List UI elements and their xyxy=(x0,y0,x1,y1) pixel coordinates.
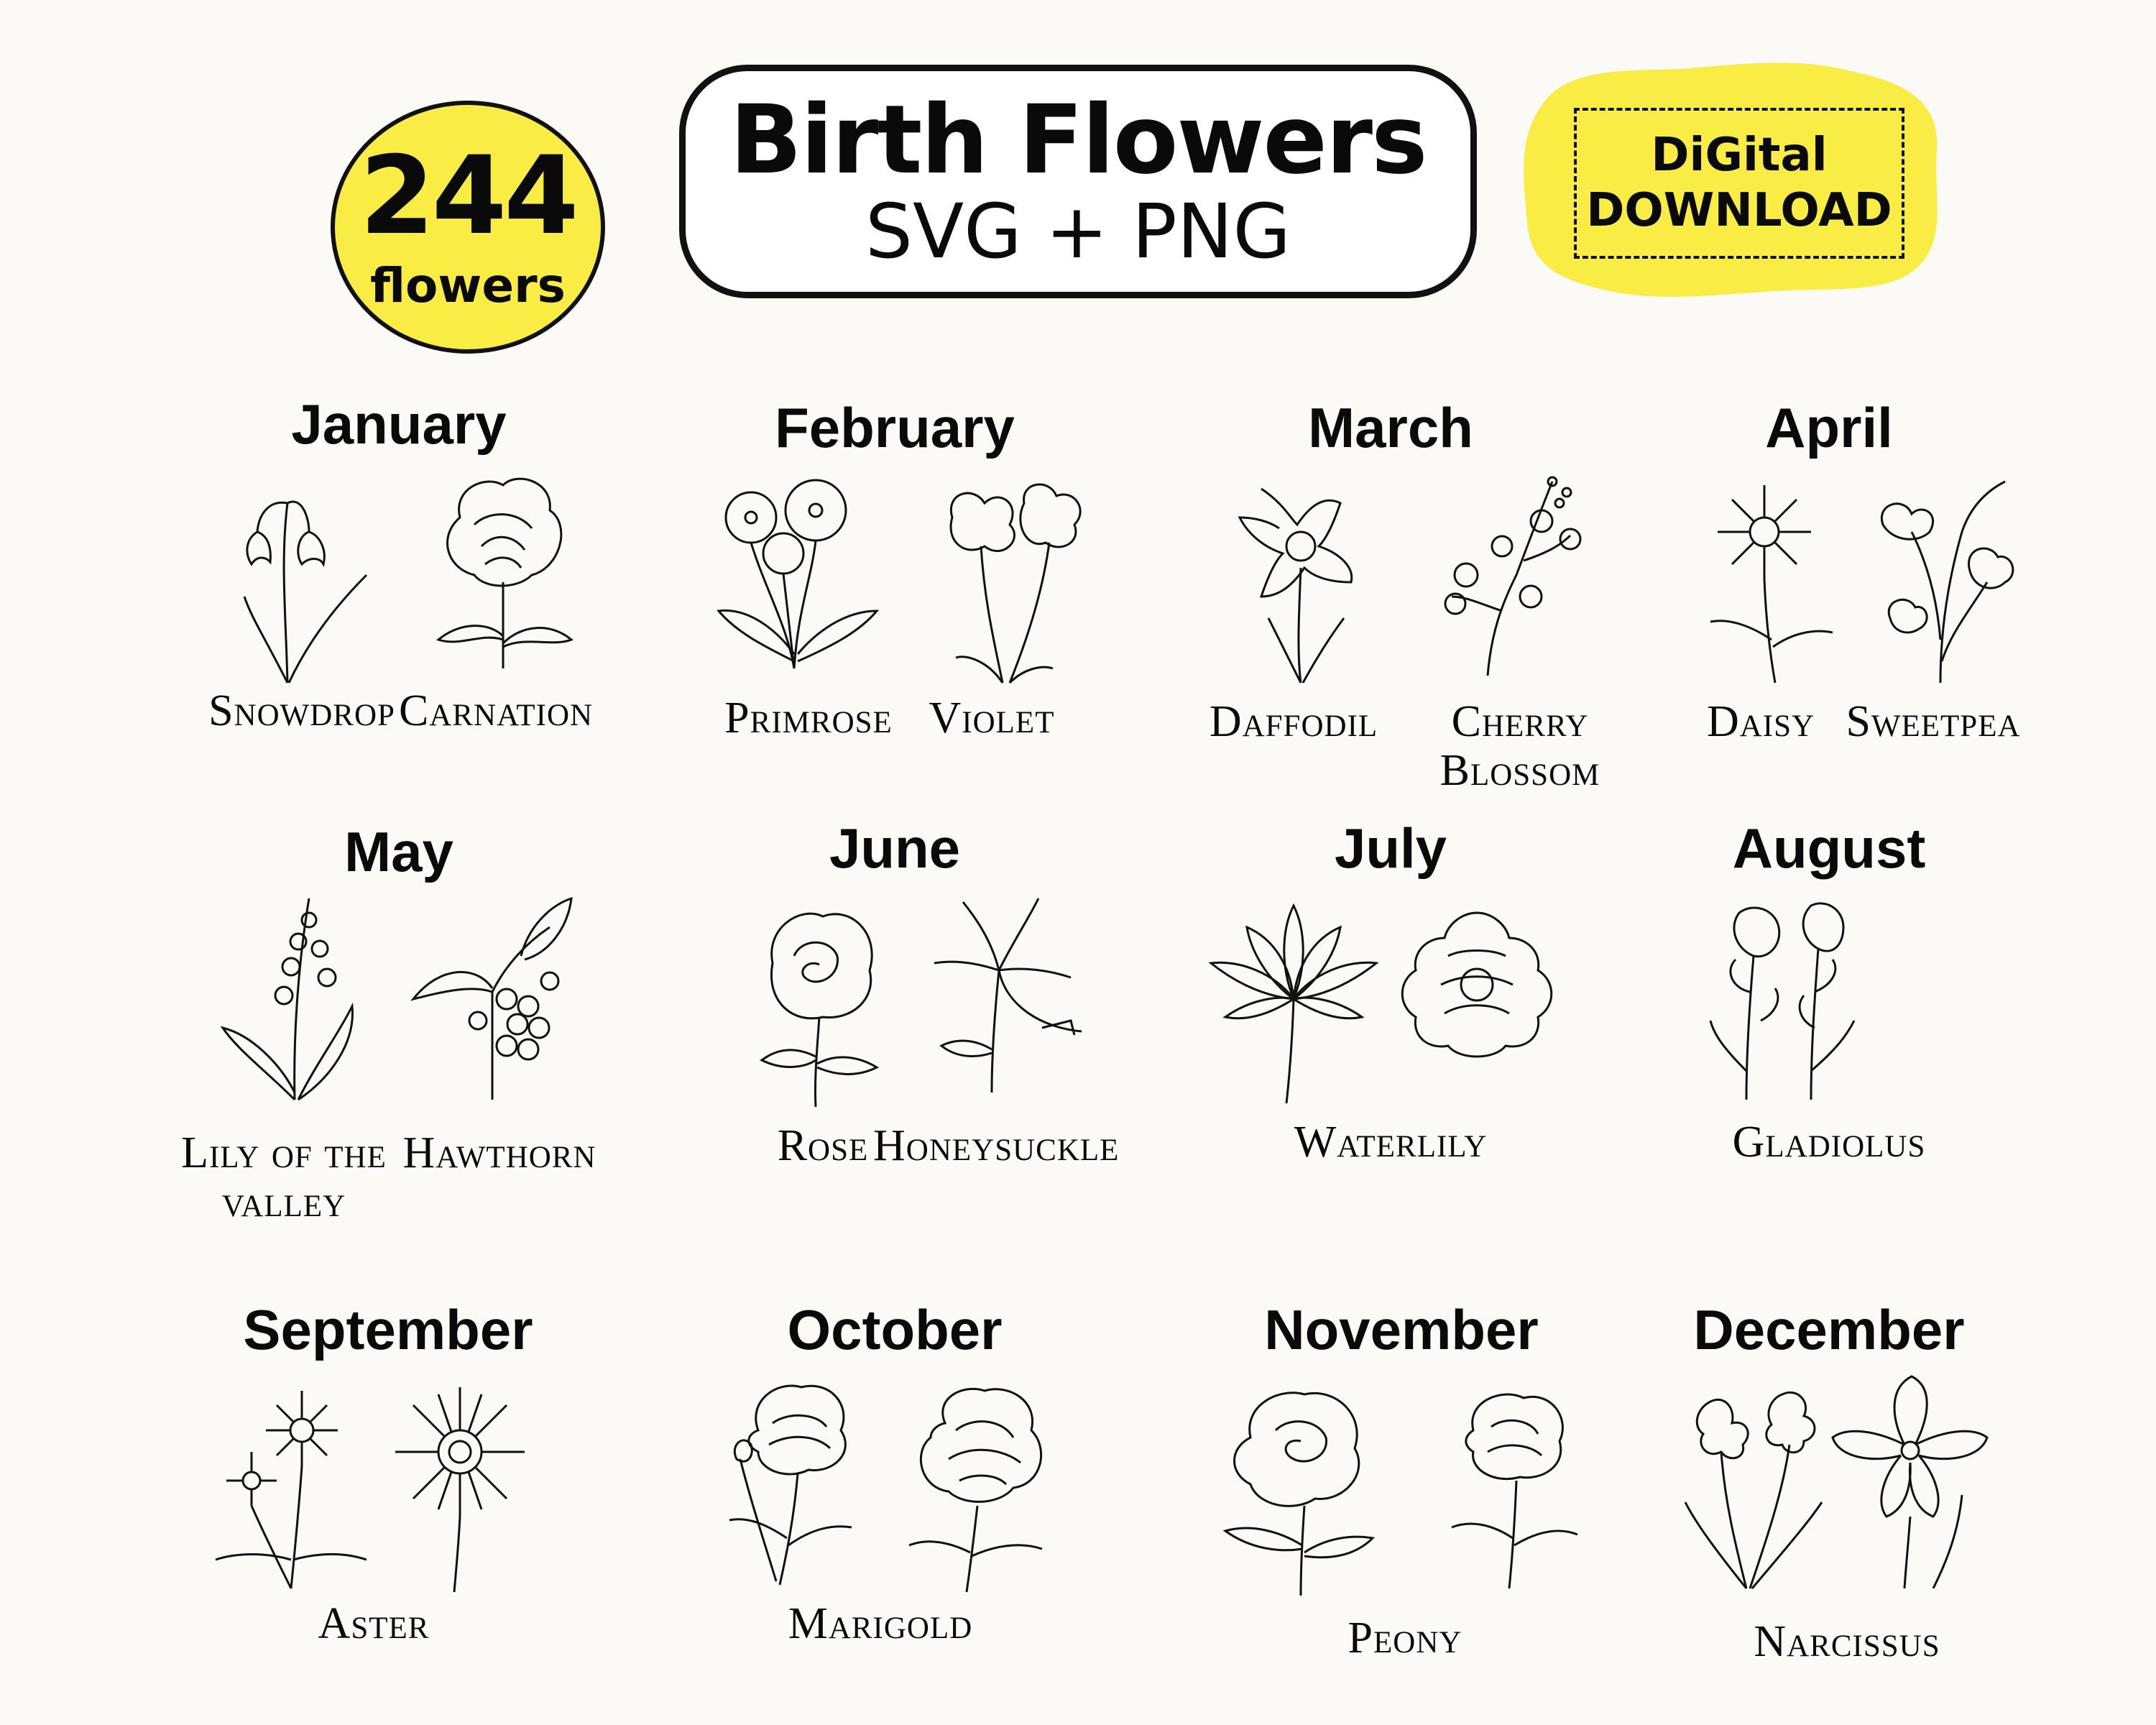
aster-illustration xyxy=(201,1380,374,1596)
waterlily-second-illustration xyxy=(1391,898,1563,1114)
daffodil-illustration xyxy=(1218,474,1391,690)
peony-second-illustration xyxy=(1423,1380,1595,1596)
flower-label-honeysuckle: Honeysuckle xyxy=(873,1121,1120,1170)
page-title: Birth Flowers xyxy=(729,85,1427,196)
flower-label-aster: Aster xyxy=(318,1599,430,1648)
flower-label-violet: Violet xyxy=(929,694,1055,742)
flower-label-rose: Rose xyxy=(777,1121,869,1170)
flower-label-daisy: Daisy xyxy=(1706,697,1815,746)
flower-label-gladiolus: Gladiolus xyxy=(1732,1118,1926,1167)
flower-label-hawthorn: Hawthorn xyxy=(402,1128,596,1177)
primrose-illustration xyxy=(708,467,880,683)
flower-label-cherry-blossom: Cherry Blossom xyxy=(1439,697,1600,796)
title-box xyxy=(679,65,1477,298)
flower-count-unit: flowers xyxy=(370,257,566,313)
peony-illustration xyxy=(1207,1380,1380,1596)
month-may: May xyxy=(344,820,453,883)
honeysuckle-illustration xyxy=(920,884,1092,1100)
marigold-second-illustration xyxy=(891,1380,1064,1596)
flower-label-lily-of-the-valley: Lily of the valley xyxy=(181,1128,387,1227)
snowdrop-illustration xyxy=(201,474,374,690)
aster-second-illustration xyxy=(374,1380,546,1596)
carnation-illustration xyxy=(417,467,589,683)
flower-count: 244 xyxy=(359,133,576,259)
violet-illustration xyxy=(923,474,1096,690)
flower-label-snowdrop: Snowdrop xyxy=(208,686,395,735)
month-march: March xyxy=(1308,396,1473,459)
flower-label-sweetpea: Sweetpea xyxy=(1846,697,2021,746)
cherry-blossom-illustration xyxy=(1423,467,1595,683)
month-february: February xyxy=(775,396,1015,459)
digital-text: DiGital xyxy=(1651,129,1828,183)
month-january: January xyxy=(291,392,507,456)
page-subtitle: SVG + PNG xyxy=(865,187,1291,275)
sweetpea-illustration xyxy=(1861,474,2034,690)
flower-label-daffodil: Daffodil xyxy=(1209,697,1378,746)
lily-of-the-valley-illustration xyxy=(208,891,381,1107)
daisy-illustration xyxy=(1685,474,1858,690)
month-july: July xyxy=(1334,816,1447,880)
marigold-illustration xyxy=(708,1373,880,1588)
hawthorn-illustration xyxy=(406,884,579,1100)
month-october: October xyxy=(787,1298,1003,1361)
download-text: DOWNLOAD xyxy=(1586,184,1892,237)
narcissus-second-illustration xyxy=(1818,1373,1991,1588)
month-november: November xyxy=(1264,1298,1539,1361)
month-april: April xyxy=(1765,396,1893,459)
flower-count-badge xyxy=(331,101,605,354)
rose-illustration xyxy=(729,898,902,1114)
flower-label-primrose: Primrose xyxy=(724,694,893,742)
waterlily-illustration xyxy=(1207,898,1380,1114)
gladiolus-illustration xyxy=(1696,891,1869,1107)
month-august: August xyxy=(1732,816,1926,880)
digital-download-label xyxy=(1574,108,1904,259)
month-december: December xyxy=(1693,1298,1965,1361)
flower-label-marigold: Marigold xyxy=(788,1599,973,1648)
month-june: June xyxy=(829,816,961,880)
flower-label-peony: Peony xyxy=(1348,1614,1462,1662)
flower-label-narcissus: Narcissus xyxy=(1754,1617,1940,1666)
month-september: September xyxy=(243,1298,533,1361)
flower-label-carnation: Carnation xyxy=(398,686,594,735)
narcissus-illustration xyxy=(1667,1380,1840,1596)
flower-label-waterlily: Waterlily xyxy=(1294,1118,1488,1167)
